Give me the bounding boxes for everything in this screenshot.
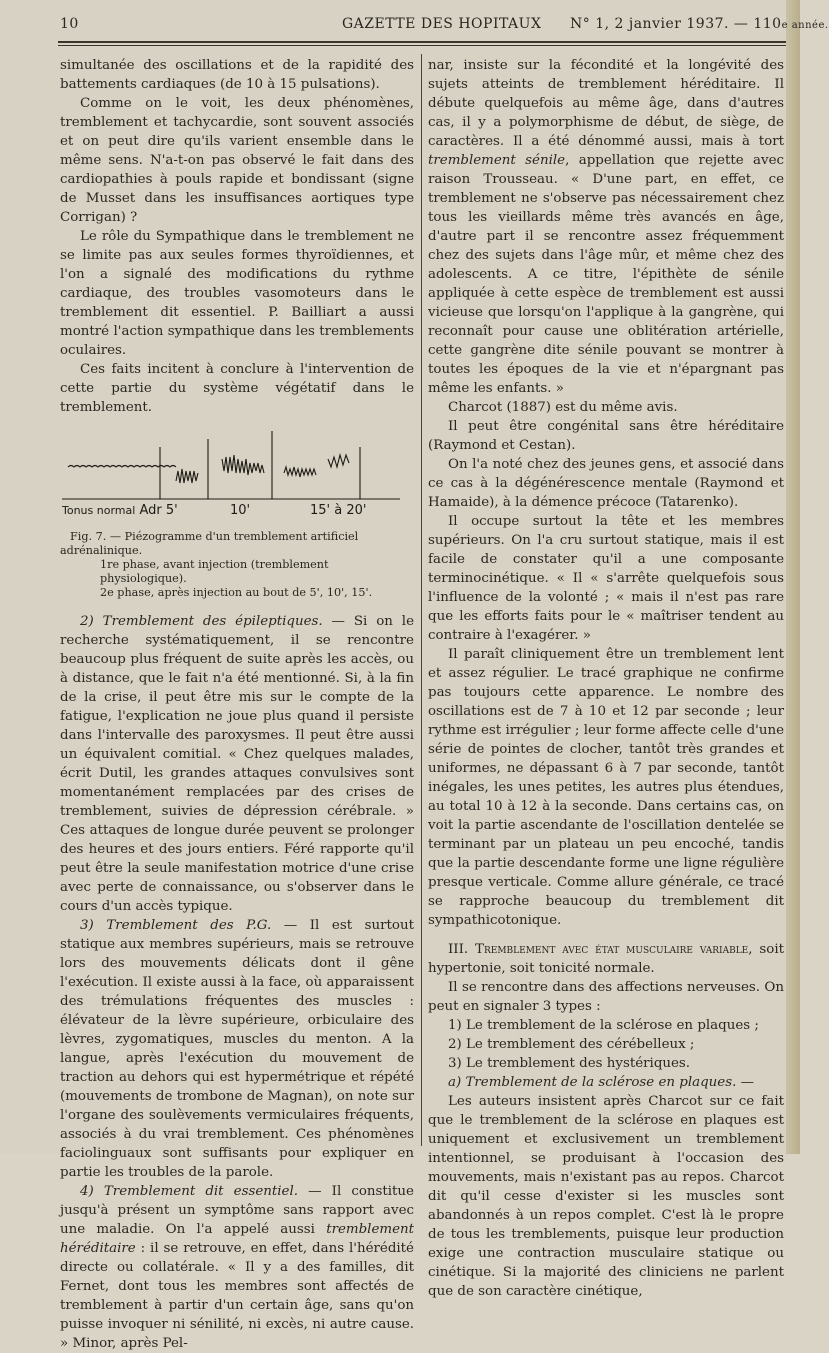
paragraph: Les auteurs insistent après Charcot sur ce fait que le tremblement de la sclérose en plaques est uniquement et exclusivement un tremblement intentionnel, se produisant à l'occasion des mouvements, mais n'existant pas au repos. Charcot dit qu'il cesse d'exister si les muscles sont abandonnés à un repos complet. C'est là le propre de tous les tremblements, puisque leur production exige une contraction musculaire statique ou cinétique. Si la majorité des cliniciens ne parlent que de son caractère cinétique, xyxy=(428,1094,784,1299)
figure-caption: Fig. 7. — Piézogramme d'un tremblement artificiel adrénalinique. 1re phase, avant injection (tremblement physiologique). 2e phase, après injection au bout de 5', 10', 15'. xyxy=(60,530,373,599)
section-pg: 3) Tremblement des P.G. — Il est surtout statique aux membres supérieurs, mais se retrouve lors des mouvements délicats dont il gêne l'exécution. Il existe aussi à la face, où apparaissent des trémulations fréquentes des muscles : élévateur de la lèvre supérieure, orbiculaire des lèvres, zygomatiques, muscles du menton. A la langue, après l'exécution du mouvement de traction au dehors qui est hypermétrique et répété (mouvements de trombone de Magnan), on note sur l'organe des soulèvements vermiculaires fréquents, associés à du vrai tremblement. Ces phénomènes faciolinguaux sont suffisants pour expliquer en partie les troubles de la parole. xyxy=(60,918,414,1180)
issue-info: N° 1, 2 janvier 1937. — 110e année. xyxy=(570,16,829,32)
list-item: 3) Le tremblement des hystériques. xyxy=(448,1056,691,1071)
label-10: 10' xyxy=(230,503,251,518)
tremor-trace xyxy=(222,455,264,475)
header-rule xyxy=(58,41,786,43)
left-column xyxy=(60,56,414,1353)
right-column xyxy=(428,56,784,1301)
section-heading-iii: III. Tremblement avec état musculaire variable, soit hypertonie, soit tonicité normale. xyxy=(428,942,784,976)
label-tonus: Tonus normal Adr 5' xyxy=(62,503,178,518)
running-header xyxy=(60,16,829,36)
section-essential: 4) Tremblement dit essentiel. — Il constitue jusqu'à présent un symptôme sans rapport avec une maladie. On l'a appelé aussi tremblement héréditaire : il se retrouve, en effet, dans l'hérédité directe ou collatérale. « Il y a des familles, dit Fernet, dont tous les membres sont affectés de tremblement à partir d'un certain âge, sans qu'on puisse invoquer ni sénilité, ni excès, ni autre cause. » Minor, après Pel- xyxy=(60,1184,414,1351)
tremor-trace xyxy=(284,467,316,477)
paragraph: Il occupe surtout la tête et les membres supérieurs. On l'a cru surtout statique, mais il est facile de constater qu'il a une composante terminocinétique. « Il « s'arrête quelquefois sous l'influence de la volonté ; « mais il n'est pas rare que les efforts faits pour le « maîtriser tendent au contraire à l'exagérer. » xyxy=(428,514,784,643)
paragraph: Comme on le voit, les deux phénomènes, tremblement et tachycardie, sont souvent associés et on peut dire qu'ils varient ensemble dans le même sens. N'a-t-on pas observé le fait dans des cardiopathies à pouls rapide et bondissant (signe de Musset dans les insuffisances aortiques type Corrigan) ? xyxy=(60,96,414,225)
page-edge xyxy=(786,0,800,1154)
label-15-20: 15' à 20' xyxy=(310,503,367,518)
tremor-trace xyxy=(176,469,198,483)
paragraph: Il peut être congénital sans être héréditaire (Raymond et Cestan). xyxy=(428,419,784,453)
paragraph: On l'a noté chez des jeunes gens, et associé dans ce cas à la dégénérescence mentale (Raymond et Hamaide), à la démence précoce (Tatarenko). xyxy=(428,457,784,510)
paragraph: simultanée des oscillations et de la rapidité des battements cardiaques (de 10 à 15 pulsations). xyxy=(60,58,414,92)
list-item: 1) Le tremblement de la sclérose en plaques ; xyxy=(448,1018,759,1033)
page-number: 10 xyxy=(60,16,79,32)
tremor-trace xyxy=(328,455,349,467)
paragraph: nar, insiste sur la fécondité et la longévité des sujets atteints de tremblement héréditaire. Il débute quelquefois au même âge, dans d'autres cas, il y a polymorphisme de début, de siège, de caractères. Il a été dénommé aussi, mais à tort tremblement sénile, appellation que rejette avec raison Trousseau. « D'une part, en effet, ce tremblement ne s'observe pas nécessairement chez tous les vieillards même très avancés en âge, d'autre part il se rencontre assez fréquemment chez des sujets dans l'âge mûr, et même chez des adolescents. A ce titre, l'épithète de sénile appliquée à cette espèce de tremblement est aussi vicieuse que lorsqu'on l'applique à la gangrène, qui reconnaît pour cause une oblitération artérielle, cette gangrène dite sénile pouvant se montrer à toutes les époques de la vie et n'épargnant pas même les enfants. » xyxy=(428,58,784,396)
journal-title: GAZETTE DES HOPITAUX xyxy=(342,16,542,32)
paragraph: Le rôle du Sympathique dans le tremblement ne se limite pas aux seules formes thyroïdiennes, et l'on a signalé des modifications du rythme cardiaque, des troubles vasomoteurs dans le tremblement dit essentiel. P. Bailliart a aussi montré l'action sympathique dans les tremblements oculaires. xyxy=(60,229,414,358)
list-item: 2) Le tremblement des cérébelleux ; xyxy=(448,1037,695,1052)
paragraph: Ces faits incitent à conclure à l'intervention de cette partie du système végétatif dans le tremblement. xyxy=(60,362,414,415)
column-divider xyxy=(421,54,422,1146)
subsection-title: a) Tremblement de la sclérose en plaques. — xyxy=(448,1075,754,1090)
piezogram-figure xyxy=(60,429,414,524)
paragraph: Il se rencontre dans des affections nerveuses. On peut en signaler 3 types : xyxy=(428,980,784,1014)
section-epileptics: 2) Tremblement des épileptiques. — Si on le recherche systématiquement, il se rencontre beaucoup plus fréquent de suite après les accès, ou à distance, que le fait n'a été mentionné. Si, à la fin de la crise, il peut être mis sur le compte de la fatigue, l'explication ne joue plus quand il persiste dans l'intervalle des paroxysmes. Il peut être aussi un équivalent comitial. « Chez quelques malades, écrit Dutil, les grandes attaques convulsives sont momentanément remplacées par des crises de tremblement, suivies de dépression cérébrale. » Ces attaques de longue durée peuvent se prolonger des heures et des jours entiers. Féré rapporte qu'il peut être la seule manifestation motrice d'une crise avec perte de connaissance, ou s'observer dans le cours d'un accès typique. xyxy=(60,614,414,914)
paragraph: Il paraît cliniquement être un tremblement lent et assez régulier. Le tracé graphique ne confirme pas toujours cette apparence. Le nombre des oscillations est de 7 à 10 et 12 par seconde ; leur rythme est irrégulier ; leur forme affecte celle d'une série de pointes de clocher, tantôt très grandes et uniformes, ne dépassant 6 à 7 par seconde, tantôt inégales, les unes petites, les autres plus étendues, au total 10 à 12 à la seconde. Dans certains cas, on voit la partie ascendante de l'oscillation dentelée se terminant par un plateau un peu encoché, tandis que la partie descendante forme une ligne régulière presque verticale. Comme allure générale, ce tracé se rapproche beaucoup du tremblement dit sympathicotonique. xyxy=(428,647,784,928)
paragraph: Charcot (1887) est du même avis. xyxy=(448,400,678,415)
header-rule-thin xyxy=(58,45,786,46)
